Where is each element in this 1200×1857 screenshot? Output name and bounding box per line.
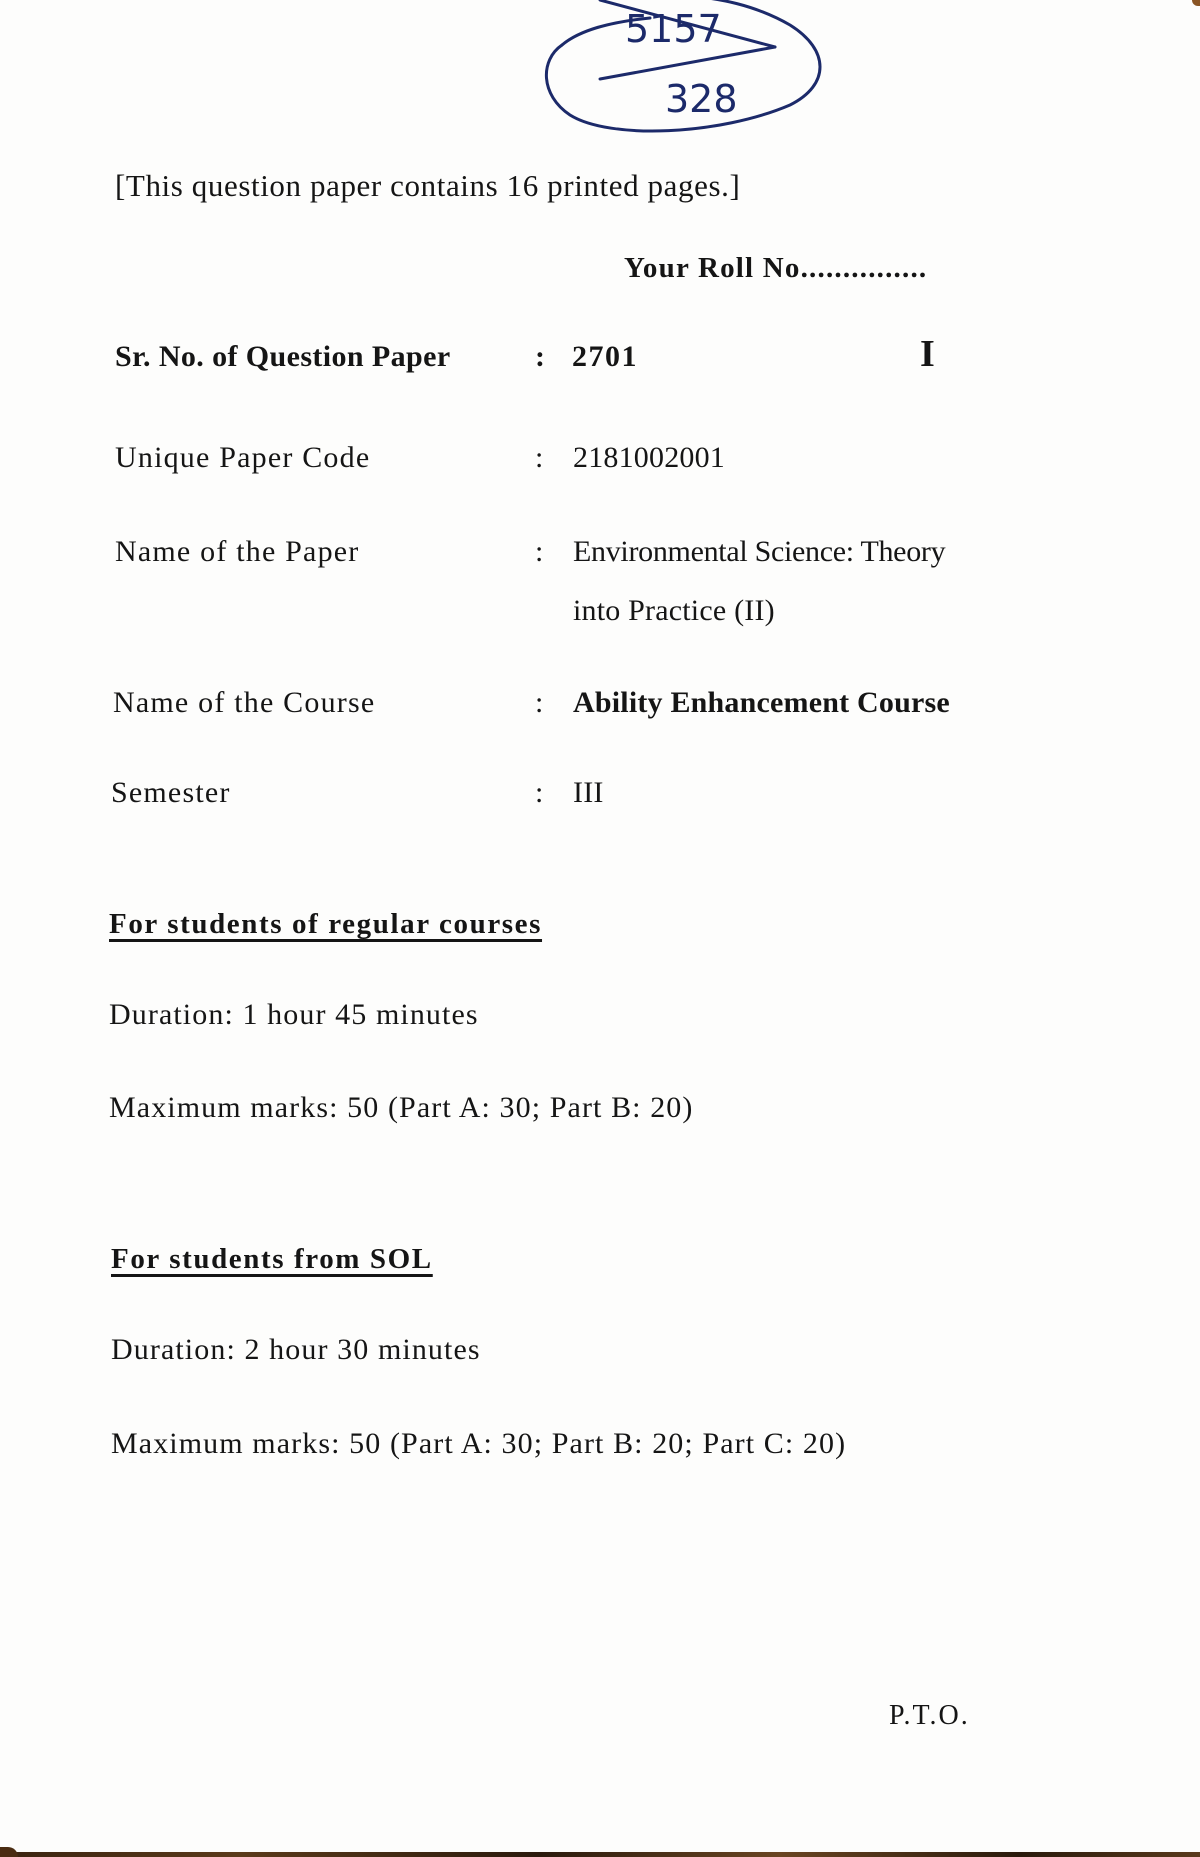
- annotation-denominator: 328: [665, 77, 738, 121]
- handwritten-annotation: [500, 0, 830, 140]
- course-name-label: Name of the Course: [113, 686, 376, 719]
- paper-set-mark: I: [920, 333, 935, 375]
- roll-number-field: Your Roll No...............: [624, 252, 928, 284]
- sol-duration: Duration: 2 hour 30 minutes: [111, 1333, 481, 1366]
- regular-duration: Duration: 1 hour 45 minutes: [109, 998, 479, 1031]
- regular-max-marks: Maximum marks: 50 (Part A: 30; Part B: 20): [109, 1091, 694, 1124]
- course-name-value: Ability Enhancement Course: [573, 686, 950, 719]
- sr-no-label: Sr. No. of Question Paper: [115, 340, 451, 373]
- unique-paper-code-colon: :: [535, 441, 544, 474]
- unique-paper-code-value: 2181002001: [573, 441, 725, 474]
- scan-edge-corner: [0, 1847, 18, 1857]
- paper-name-colon: :: [535, 535, 544, 568]
- semester-value: III: [573, 776, 604, 809]
- scan-edge-bottom: [0, 1852, 1200, 1857]
- unique-paper-code-label: Unique Paper Code: [115, 441, 371, 474]
- please-turn-over: P.T.O.: [889, 1700, 970, 1731]
- paper-name-label: Name of the Paper: [115, 535, 360, 568]
- semester-colon: :: [535, 776, 544, 809]
- sr-no-colon: :: [535, 340, 545, 373]
- regular-courses-heading: For students of regular courses: [109, 908, 543, 940]
- paper-name-value-line2: into Practice (II): [573, 594, 775, 627]
- semester-label: Semester: [111, 776, 231, 809]
- paper-name-value: Environmental Science: Theory: [573, 535, 946, 568]
- pages-count-note: [This question paper contains 16 printed pages.]: [115, 168, 741, 203]
- scan-edge-top-right: [1192, 0, 1200, 6]
- course-name-colon: :: [535, 686, 544, 719]
- annotation-numerator: 5157: [625, 7, 722, 51]
- sol-heading: For students from SOL: [111, 1243, 433, 1275]
- sol-max-marks: Maximum marks: 50 (Part A: 30; Part B: 20; Part C: 20): [111, 1427, 847, 1460]
- sr-no-value: 2701: [572, 340, 638, 373]
